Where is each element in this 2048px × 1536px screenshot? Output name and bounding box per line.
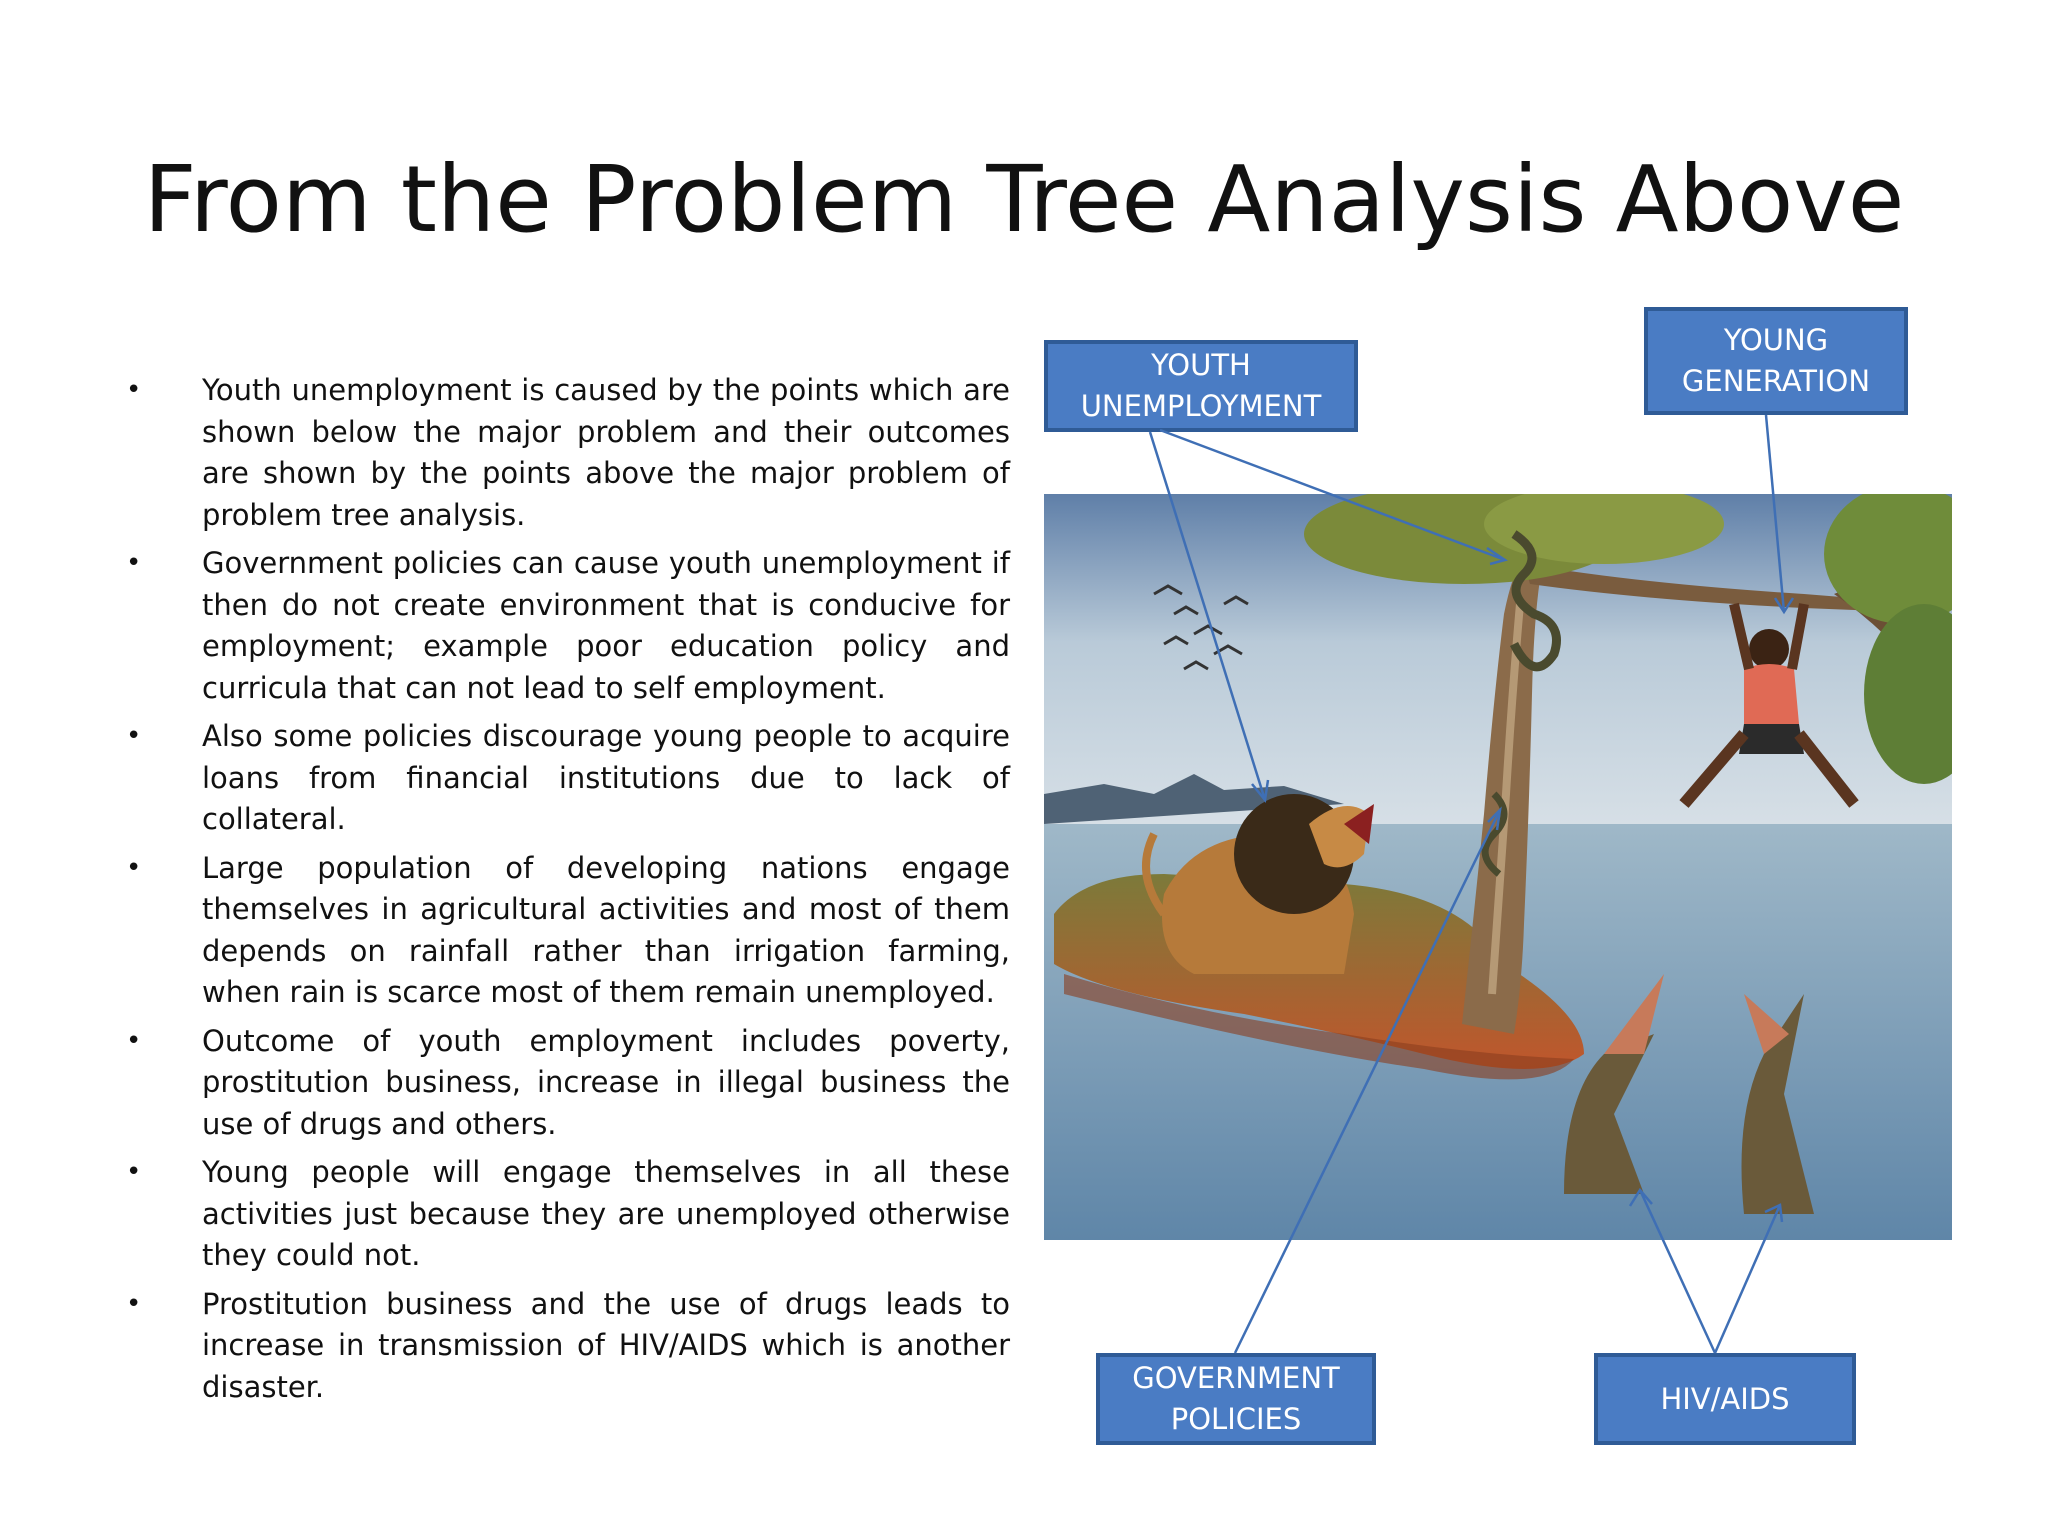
bullet-text: Government policies can cause youth unemployment if then do not create environment that is conducive for employment; example poor education policy and curricula that can not lead to self employment. [202, 546, 1010, 705]
slide-title: From the Problem Tree Analysis Above [143, 146, 1905, 253]
bullet-dot: • [126, 721, 142, 751]
bullet-item [120, 370, 1010, 536]
bullet-item [120, 1284, 1010, 1409]
label-youth-unemployment: YOUTH UNEMPLOYMENT [1044, 340, 1358, 432]
bullet-item [120, 1021, 1010, 1146]
bullet-text: Large population of developing nations engage themselves in agricultural activities and most of them depends on rainfall rather than irrigation farming, when rain is scarce most of them remain unemployed. [202, 850, 1010, 1009]
bullet-item [120, 716, 1010, 841]
bullet-list [120, 370, 1010, 1415]
problem-tree-painting [1044, 494, 1952, 1240]
bullet-text: Youth unemployment is caused by the points which are shown below the major problem and their outcomes are shown by the points above the major problem of problem tree analysis. [202, 373, 1010, 532]
bullet-text: Also some policies discourage young people to acquire loans from financial institutions due to lack of collateral. [202, 719, 1010, 836]
bullet-text: Outcome of youth employment includes poverty, prostitution business, increase in illegal business the use of drugs and others. [202, 1023, 1010, 1141]
bullet-item [120, 543, 1010, 709]
bullet-dot: • [126, 548, 142, 578]
bullet-dot: • [126, 375, 142, 405]
bullet-dot: • [126, 1025, 142, 1056]
bullet-dot: • [126, 1288, 142, 1319]
bullet-item [120, 848, 1010, 1014]
bullet-text: Prostitution business and the use of drugs leads to increase in transmission of HIV/AIDS which is another disaster. [202, 1286, 1010, 1404]
label-young-generation: YOUNG GENERATION [1644, 307, 1908, 415]
label-government-policies: GOVERNMENT POLICIES [1096, 1353, 1376, 1445]
bullet-text: Young people will engage themselves in all these activities just because they are unemployed otherwise they could not. [202, 1155, 1010, 1272]
bullet-dot: • [126, 852, 142, 883]
label-hiv-aids: HIV/AIDS [1594, 1353, 1856, 1445]
bullet-item [120, 1152, 1010, 1277]
bullet-dot: • [126, 1157, 142, 1187]
